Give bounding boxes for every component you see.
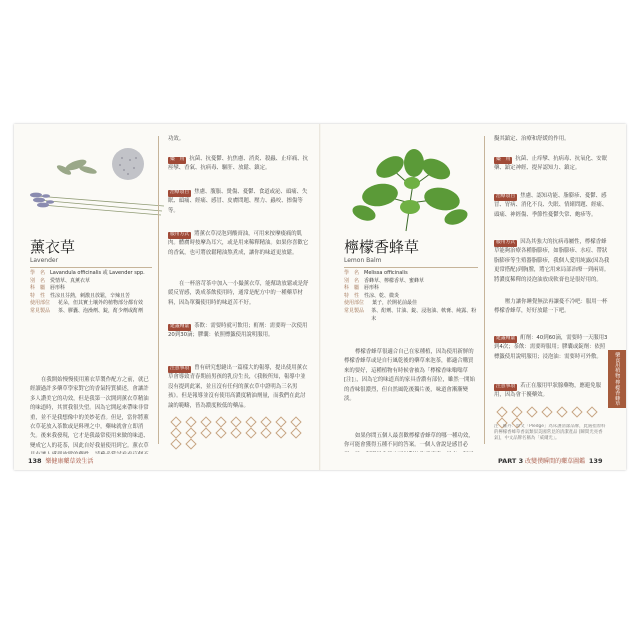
section-tag: 服用方式 (170, 232, 190, 237)
left-folio (28, 456, 93, 465)
info-row: 科 屬 唇形科 (30, 285, 66, 292)
running-head: 改變僕瞬間的藥草圖鑑 (525, 458, 586, 465)
info-row: 使用部位 葉子，於開花前最佳 (344, 300, 418, 307)
lavender-section-treats: 治療項目 焦慮、腹脹、燙傷、憂鬱、食道或泌、頭痛、失眠、頭痛、經痛、感冒、皮膚問題、壓力、蟲咬、擦傷等等。 (168, 189, 308, 214)
lemon-balm-section-treats: 治療項目 焦慮、認知功能、脂膨疹、憂鬱、感冒、胃病、消化不良、失眠、情緒問題、經痛、頭痛、神經傷、季節性憂鬱失常、皰疹等。 (494, 193, 608, 218)
column-divider (484, 136, 485, 444)
section-tag: 藥 用 (170, 157, 185, 162)
lavender-latin-name: Lavender (30, 257, 59, 264)
info-row: 特 性 性涼、乾、微炎 (344, 292, 400, 299)
info-row: 科 屬 唇形科 (344, 285, 380, 292)
info-row: 別 名 愛情草、真薰衣草 (30, 277, 91, 284)
column-divider (158, 136, 159, 444)
section-tag: 注意事項 (496, 384, 516, 389)
lemon-balm-name: 檸檬香蜂草 (344, 238, 420, 256)
lavender-intro-paragraph: 在我開始慢慢使用薰衣草製作配方之前，就已經讀過許多藥草學家對它的香氣特質描述，會讓許多人讚美它的功效，但是我第一次開到薰衣草精油的味道時，其實我很失望。因為它開起來帶味非常重，並不是我想像中的美妙花香。但是，當你將薰衣草花放入茶飲或是料理之中，藥味就會立即消失。後來我發現，它才是我最常使用來做的味道、變成它人的花茶，因此自好我量使用到它。薰衣草 (30, 377, 149, 449)
lemon-balm-latin-name: Lemon Balm (344, 257, 382, 264)
lavender-section-method-cont: 在一杯溶苛茶中加入一小撮薰衣草，能幫助放鬆或是舒緩反胃感，裝成茶飲使用時，通常是配方中的一種藥草材料，因為單獨使用時的味道苦不好。 (168, 281, 309, 306)
info-row: 使用部位 花朵，但其實土壤外的植物部分都有效 (30, 300, 144, 307)
info-row: 別 名 香蜂草、檸檬香草、蜜蜂草 (344, 277, 425, 284)
lemon-balm-info-rule (344, 267, 478, 268)
lavender-continuation: 功效。 (168, 136, 185, 142)
section-tag: 服用方式 (496, 240, 516, 245)
section-tag: 注意事項 (170, 366, 190, 371)
lemon-balm-intro-paragraph-2: 如果你問五個人最喜歡檸檬香蜂草的哪一種功效，你可能會獲得五種不同的答案。一個人會說是感冒必 (344, 433, 474, 449)
info-row: 學 名 Lavandula officinalis 或 Lavender spp. (30, 270, 145, 276)
part-label: PART 3 (498, 457, 524, 465)
section-tag: 建議劑量 (170, 324, 190, 329)
lemon-balm-section-method-cont: 壓力讓你睡覺無法再讓憂不冷吧：服用一杯檸檬香蜂草，好好放鬆一下吧。 (494, 299, 608, 315)
lemon-balm-section-uses: 藥 用 抗菌、止痒攣、抗病毒、抗氧化、安眠藥、鎮定神經、提昇認知力、鎮定。 (494, 156, 608, 172)
lavender-section-dosage: 建議劑量 茶飲：需要時就可飲用；酊劑：需要時一次使用20到30滴；膠囊：依照標籤使用說明服用。 (168, 323, 308, 339)
lemon-balm-section-dosage: 建議劑量 酊劑：40到60滴，需要時一天服用3到4次；茶飲：需要時服用；膠囊或錠劑：依照標籤使用說明服用；浸泡油：需要時可外敷。 (494, 335, 608, 360)
lavender-ornament-pattern (172, 418, 302, 448)
right-folio (498, 456, 602, 465)
section-tag: 治療項目 (170, 190, 190, 195)
section-tag: 治療項目 (496, 194, 516, 199)
info-row: 特 性 性涼且芬熱，刺激且放鬆，辛辣且苦 (30, 292, 131, 299)
section-tag: 建議劑量 (496, 336, 516, 341)
lavender-name: 薰衣草 (30, 238, 76, 256)
lemon-balm-section-caution: 注意事項 若正在服用甲狀腺藥物，應避免服用，因為會干擾藥效。 (494, 383, 602, 399)
chapter-side-tab: 藥食用植物·檸檬香蜂草 (608, 350, 626, 408)
lavender-section-uses: 藥 用 抗菌、抗憂鬱、抗焦慮、消炎、殺蟲、止痒痛、抗痙攣、香氣、抗病毒、驅肝、放鬆、鎮定。 (168, 156, 309, 172)
lavender-info-rule (30, 267, 152, 268)
lemon-balm-illustration (344, 143, 476, 233)
page-number: 138 (28, 457, 42, 465)
lemon-balm-continuation: 擬其鎮定、治療和舒緩的作用。 (494, 136, 570, 142)
section-tag: 藥 用 (496, 157, 511, 162)
info-row: 學 名 Melissa officinalis (344, 270, 408, 276)
lemon-balm-footnote: 注 羅丹：原文「Pledge」為床護清潔品牌，此處指原料的檸檬香蜂草香氣類似美國常見的清潔產品 [瞬間光亮香氣]，中文品牌名稱為「威爾光」。 (494, 424, 606, 442)
running-head: 樂健康藥草效生活 (45, 458, 94, 465)
lemon-balm-info-list (344, 270, 478, 323)
gutter (319, 124, 321, 470)
lavender-section-caution: 注意事項 曾有研究想縫出一篇樣大的報導，提出使用薰衣草會導致青春期前男孩的乳房生長，《我較所知，報導中並沒有提到此案，並且沒有任何的薰衣草中證明為三名男孩》。但是報導並沒有使用高濃度精油劑量，而我們在此討論的範疇，皆為濃度較低的藥品。 (168, 365, 308, 409)
info-row: 常見製品 茶、膠囊、泡澡劑、錠，酊少劑或酊劑 (30, 307, 144, 314)
lemon-balm-section-method: 服用方式 因為其強大的抗病毒屬性，檸檬香蜂草能夠治療各種脂膨疹，如脂膨疹、水痘、帶狀脂膨疹等生殖器脂膨疹，我個人愛用純露(因為我更常搭配)到胸膛，將它用來局部治療一到兩周。將濃度稀釋的浸泡油放成軟膏也是很好用的。 (494, 239, 610, 283)
lemon-balm-intro-paragraph-1: 檸檬香蜂草很適合自己在家種植，因為使用新鮮的檸檬香蜂草或是自行風乾後的藥草來泡茶，都適合購買來的要好，這種植物有時候會被為「檸檬香味嗡嗡草[注]」，因為它的味道真的家具香濃有部位，雖然一開始的香味很濃烈，但自然風乾後獨片後，味道會漸漸變淡。 (344, 349, 475, 403)
info-row: 常見製品 茶、酊劑、甘油、錠、浸泡油、軟膏、純露、粉末 (344, 307, 477, 322)
lavender-section-method: 服用方式 將薰衣草浸泡到酸膏油，可用來按摩痠痛的肌肉。體膚時按摩為耳穴，或是用來稀釋精油。如果你喜歡它的香氣，也可將放鬆精油熬煮成，讓你的味道更放鬆。 (168, 231, 309, 256)
lavender-info-list (30, 270, 152, 316)
lavender-illustration (24, 140, 166, 222)
page-number: 139 (588, 457, 603, 465)
